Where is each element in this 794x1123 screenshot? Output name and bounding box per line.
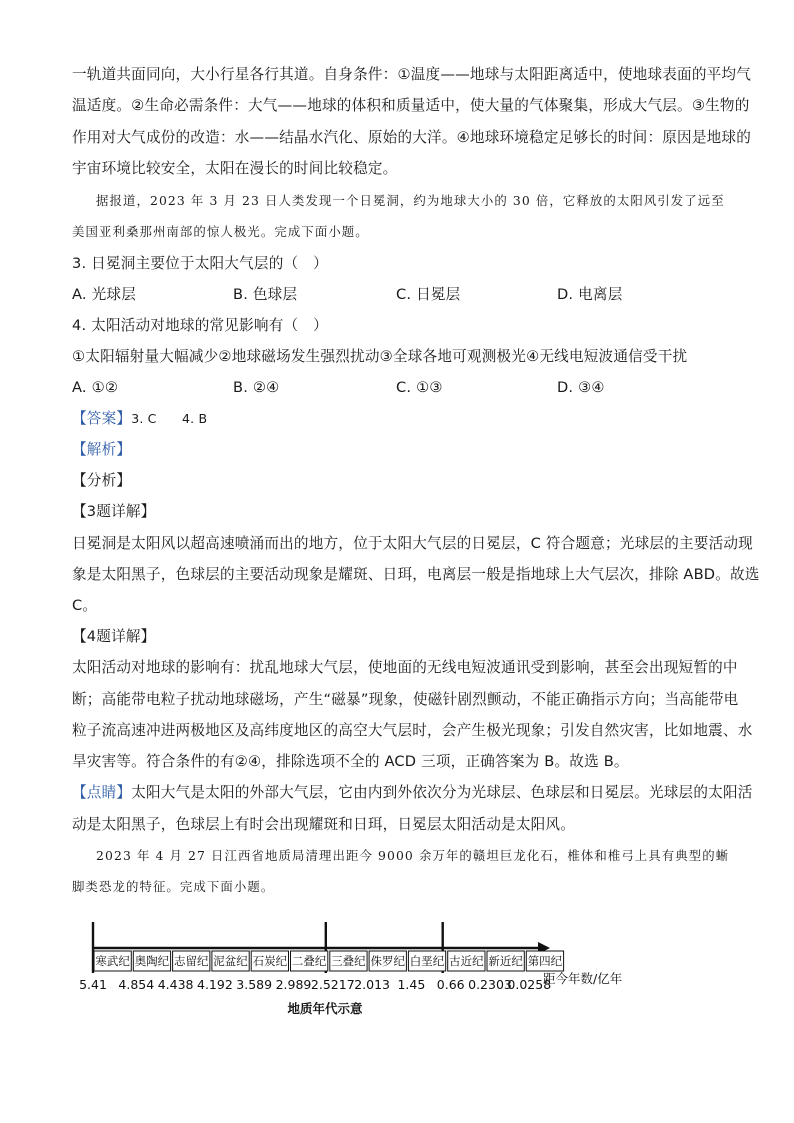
age-label: 2.989 <box>275 977 312 992</box>
detail-4-line: 旱灾害等。符合条件的有②④，排除选项不全的 ACD 三项，正确答案为 B。故选 B。 <box>72 753 629 770</box>
age-label: 2.013 <box>354 977 390 992</box>
period-label: 泥盆纪 <box>213 954 248 968</box>
answer-line <box>72 409 207 429</box>
period-label: 侏罗纪 <box>370 954 405 968</box>
question-4-statements: ①太阳辐射量大幅减少②地球磁场发生强烈扰动③全球各地可观测极光④无线电短波通信受干扰 <box>72 348 688 365</box>
option-b: B. ②④ <box>233 379 280 396</box>
period-label: 二叠纪 <box>291 954 327 968</box>
geologic-timeline-figure <box>0 908 794 1028</box>
dianjing-tag: 【点睛】 <box>72 784 132 801</box>
detail-3-line: 象是太阳黑子，色球层的主要活动现象是耀斑、日珥，电离层一般是指地球上大气层次，排除 ABD。故选 <box>72 566 760 583</box>
axis-label: 距今年数/亿年 <box>543 971 623 986</box>
period-label: 石炭纪 <box>252 954 288 968</box>
detail-3-tag: 【3题详解】 <box>72 503 156 520</box>
option-d: D. ③④ <box>557 379 605 396</box>
detail-3-line: C。 <box>72 597 98 614</box>
age-label: 0.66 <box>436 977 465 992</box>
age-label: 1.45 <box>397 977 426 992</box>
passage-intro: 2023 年 4 月 27 日江西省地质局清理出距今 9000 余万年的赣坦巨龙化石，椎体和椎弓上具有典型的蜥 <box>96 848 730 863</box>
period-label: 第四纪 <box>527 954 563 968</box>
passage-intro: 美国亚利桑那州南部的惊人极光。完成下面小题。 <box>72 224 369 239</box>
detail-4-line: 断；高能带电粒子扰动地球磁场，产生“磁暴”现象，使磁针剧烈颤动，不能正确指示方向；当高能带电 <box>72 691 739 708</box>
option-b: B. 色球层 <box>233 286 298 303</box>
age-label: 3.589 <box>236 977 273 992</box>
age-label: 2.5217 <box>310 977 355 992</box>
period-label: 古近纪 <box>449 954 484 968</box>
option-c: C. ①③ <box>396 379 443 396</box>
age-label: 5.41 <box>79 977 107 992</box>
figure-caption: 地质年代示意 <box>287 1001 363 1016</box>
detail-4-line: 粒子流高速冲进两极地区及高纬度地区的高空大气层时，会产生极光现象；引发自然灾害，比如地震、水 <box>72 722 753 739</box>
detail-4-tag: 【4题详解】 <box>72 628 156 645</box>
age-label: 0.2303 <box>468 977 512 992</box>
answer-text: 3. C 4. B <box>131 411 208 426</box>
text-line: 宇宙环境比较安全，太阳在漫长的时间比较稳定。 <box>72 160 398 177</box>
text-line: 温适度。②生命必需条件：大气——地球的体积和质量适中，使大量的气体聚集，形成大气层。③生物的 <box>72 97 750 114</box>
age-label: 4.438 <box>157 977 194 992</box>
age-label: 4.854 <box>118 977 155 992</box>
period-label: 白垩纪 <box>409 954 445 968</box>
period-label: 新近纪 <box>488 954 523 968</box>
answer-tag: 【答案】 <box>72 410 132 427</box>
period-label: 奥陶纪 <box>134 954 170 968</box>
dianjing-line: 动是太阳黑子，色球层上有时会出现耀斑和日珥，日冕层太阳活动是太阳风。 <box>72 816 575 833</box>
detail-4-line: 太阳活动对地球的影响有：扰乱地球大气层，使地面的无线电短波通讯受到影响，甚至会出现短暂的中 <box>72 659 738 676</box>
dianjing-text: 太阳大气是太阳的外部大气层，它由内到外依次分为光球层、色球层和日冕层。光球层的太阳活 <box>131 784 753 801</box>
text-line: 一轨道共面同向，大小行星各行其道。自身条件：①温度——地球与太阳距离适中，使地球表面的平均气 <box>72 66 752 83</box>
dianjing-line <box>72 783 753 803</box>
period-label: 寒武纪 <box>95 954 130 968</box>
option-a: A. 光球层 <box>72 286 136 303</box>
period-label: 志留纪 <box>174 954 209 968</box>
question-4: 4. 太阳活动对地球的常见影响有（ ） <box>72 317 328 334</box>
age-label: 4.192 <box>197 977 233 992</box>
option-c: C. 日冕层 <box>396 286 461 303</box>
option-d: D. 电离层 <box>557 286 623 303</box>
fenxi-tag: 【分析】 <box>72 472 132 489</box>
text-line: 作用对大气成份的改造：水——结晶水汽化、原始的大洋。④地球环境稳定足够长的时间：原因是地球的 <box>72 129 752 146</box>
passage-intro: 脚类恐龙的特征。完成下面小题。 <box>72 879 275 894</box>
age-label: 0.0258 <box>507 977 552 992</box>
option-a: A. ①② <box>72 379 119 396</box>
analysis-tag: 【解析】 <box>72 441 132 458</box>
period-label: 三叠纪 <box>331 954 366 968</box>
detail-3-line: 日冕洞是太阳风以超高速喷涌而出的地方，位于太阳大气层的日冕层，C 符合题意；光球层的主要活动现 <box>72 535 753 552</box>
passage-intro: 据报道，2023 年 3 月 23 日人类发现一个日冕洞，约为地球大小的 30 倍，它释放的太阳风引发了远至 <box>96 193 725 208</box>
question-3: 3. 日冕洞主要位于太阳大气层的（ ） <box>72 255 328 272</box>
